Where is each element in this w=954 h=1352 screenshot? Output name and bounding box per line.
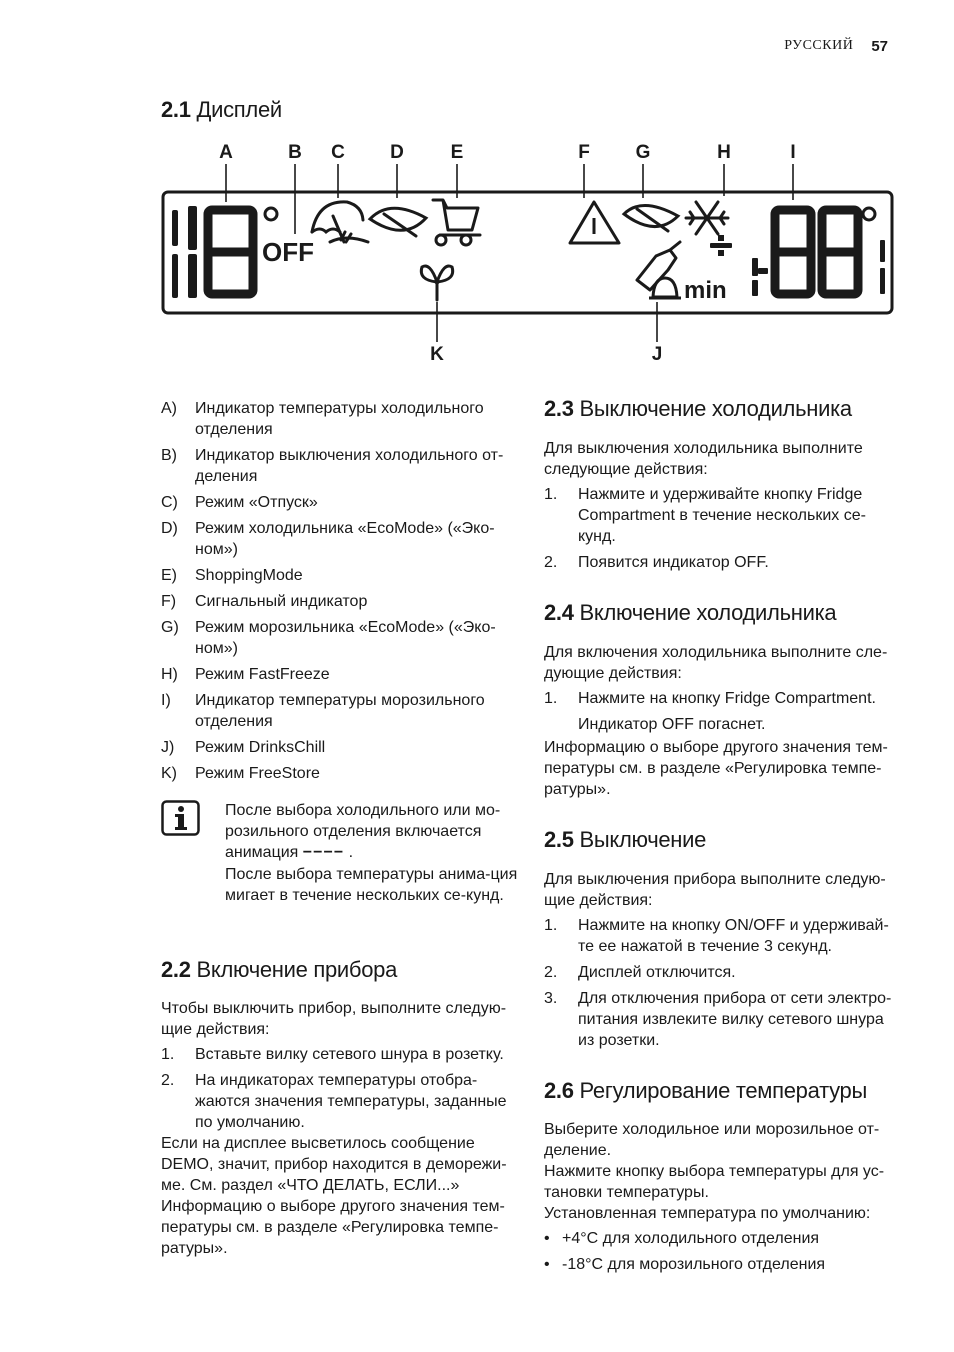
callout-h: H <box>717 142 731 163</box>
list-item: 3. Для отключения прибора от сети электро-питания извлеките вилку сетевого шнура из розетки. <box>544 990 892 1049</box>
callout-j: J <box>651 344 663 365</box>
steps-list <box>544 915 900 1051</box>
list-item: 2. Появится индикатор OFF. <box>544 554 769 571</box>
fastfreeze-snowflake-icon <box>686 202 728 234</box>
list-item: • -18°C для морозильного отделения <box>544 1256 826 1273</box>
legend-item: B) Индикатор выключения холодильного от-деления <box>161 447 504 485</box>
section-title-switch-on: 2.2 Включение прибора <box>161 957 398 982</box>
section-title-fridge-on: 2.4 Включение холодильника <box>544 600 837 625</box>
list-item: 1. Вставьте вилку сетевого шнура в розетку. <box>161 1046 504 1063</box>
callout-a: A <box>219 142 233 163</box>
steps-list <box>544 688 896 709</box>
section-body-appliance-off: Для выключения прибора выполните следую-щие действия: 1. Нажмите на кнопку ON/OFF и удерживай-те ее нажатой в течение 3 секунд. 2. Дисплей отключится. 3. Для отключения прибора от сети электро-питания извлеките вилку сетевого шнура из розетки. <box>544 869 900 1056</box>
legend-item: D) Режим холодильника «EcoMode» («Эко-ном») <box>161 520 495 558</box>
shopping-cart-icon <box>433 200 480 245</box>
legend-item: G) Режим морозильника «EcoMode» («Эко-ном») <box>161 619 496 657</box>
page-number: 57 <box>871 38 888 55</box>
legend-list <box>161 398 521 789</box>
running-head <box>784 38 888 55</box>
legend-item: E) ShoppingMode <box>161 567 303 584</box>
note-text: После выбора холодильного или мо-розильного отделения включается анимация −−−− . После выбора температуры анима-ция мигает в течение нескольких се-кунд. <box>225 802 518 904</box>
left-degree-icon <box>265 208 277 220</box>
list-item: 2. На индикаторах температуры отобра-жаются значения температуры, заданные по умолчанию. <box>161 1072 507 1131</box>
list-item: 2. Дисплей отключится. <box>544 964 736 981</box>
callout-i: I <box>790 142 796 163</box>
drinkschill-bell-icon <box>649 278 681 298</box>
list-item: 1. Нажмите на кнопку ON/OFF и удерживай-те ее нажатой в течение 3 секунд. <box>544 917 889 955</box>
callout-c: C <box>331 142 345 163</box>
freezer-eco-leaf-icon <box>624 205 678 231</box>
off-indicator: OFF <box>262 237 314 267</box>
section-body-switch-on: Чтобы выключить прибор, выполните следую-щие действия: 1. Вставьте вилку сетевого шнура в розетку. 2. На индикаторах температуры отобра-жаются значения температуры, заданные по умолчанию. Если на дисплее высветилось сообщение DEMO, значит, прибор находится в деморежи-ме. См. раздел «ЧТО ДЕЛАТЬ, ЕСЛИ...» Информацию о выборе другого значения тем-пературы см. в разделе «Регулировка темпе-ратуры». <box>161 998 521 1259</box>
callout-d: D <box>390 142 404 163</box>
callout-g: G <box>635 142 651 163</box>
info-icon <box>161 800 225 907</box>
language-label: РУССКИЙ <box>784 38 854 53</box>
callout-k: K <box>430 344 444 365</box>
section-title-temperature: 2.6 Регулирование температуры <box>544 1078 867 1103</box>
freestore-fan-icon <box>421 266 452 300</box>
section-title-fridge-off: 2.3 Выключение холодильника <box>544 396 852 421</box>
legend-item: A) Индикатор температуры холодильного отделения <box>161 400 484 438</box>
legend-item: F) Сигнальный индикатор <box>161 593 368 610</box>
info-note <box>161 800 521 907</box>
section-body-temperature: Выберите холодильное или морозильное от-деление. Нажмите кнопку выбора температуры для ус-тановки температуры. Установленная температура по умолчанию: • +4°C для холодильного отделения • -18°C для морозильного отделения <box>544 1119 896 1280</box>
holiday-umbrella-icon <box>312 202 368 242</box>
min-label: min <box>684 277 727 304</box>
steps-list <box>161 1044 521 1133</box>
display-diagram-svg <box>0 130 954 370</box>
left-temp-digit-1 <box>188 206 197 298</box>
legend-item: J) Режим DrinksChill <box>161 739 326 756</box>
right-temp-digits <box>775 210 858 294</box>
section-title-appliance-off: 2.5 Выключение <box>544 827 707 852</box>
legend-item: K) Режим FreeStore <box>161 765 320 782</box>
section-body-fridge-on: Для включения холодильника выполните сле-дующие действия: 1. Нажмите на кнопку Fridge Compartment. Индикатор OFF погаснет. Информацию о выборе другого значения тем-пературы см. в разделе «Регулировка темпе-ратуры». <box>544 642 896 800</box>
list-item: • +4°C для холодильного отделения <box>544 1230 820 1247</box>
display-diagram <box>0 130 954 370</box>
legend-item: I) Индикатор температуры морозильного отделения <box>161 692 485 730</box>
alarm-warning-icon <box>570 202 619 243</box>
bullet-list <box>544 1228 896 1275</box>
fridge-eco-leaf-icon <box>370 208 426 236</box>
list-item: 1. Нажмите и удерживайте кнопку Fridge Compartment в течение нескольких се-кунд. <box>544 486 866 545</box>
steps-list <box>544 484 896 573</box>
section-body-fridge-off: Для выключения холодильника выполните следующие действия: 1. Нажмите и удерживайте кнопку Fridge Compartment в течение нескольких се-кунд. 2. Появится индикатор OFF. <box>544 438 896 578</box>
list-item: 1. Нажмите на кнопку Fridge Compartment. <box>544 690 876 707</box>
left-temp-digit-8 <box>208 210 253 294</box>
right-degree-icon <box>863 208 875 220</box>
callout-e: E <box>450 142 464 163</box>
section-title-display: 2.1 Дисплей <box>161 97 282 122</box>
callout-f: F <box>578 142 590 163</box>
legend-item: C) Режим «Отпуск» <box>161 494 318 511</box>
legend-item: H) Режим FastFreeze <box>161 666 330 683</box>
callout-b: B <box>288 142 302 163</box>
